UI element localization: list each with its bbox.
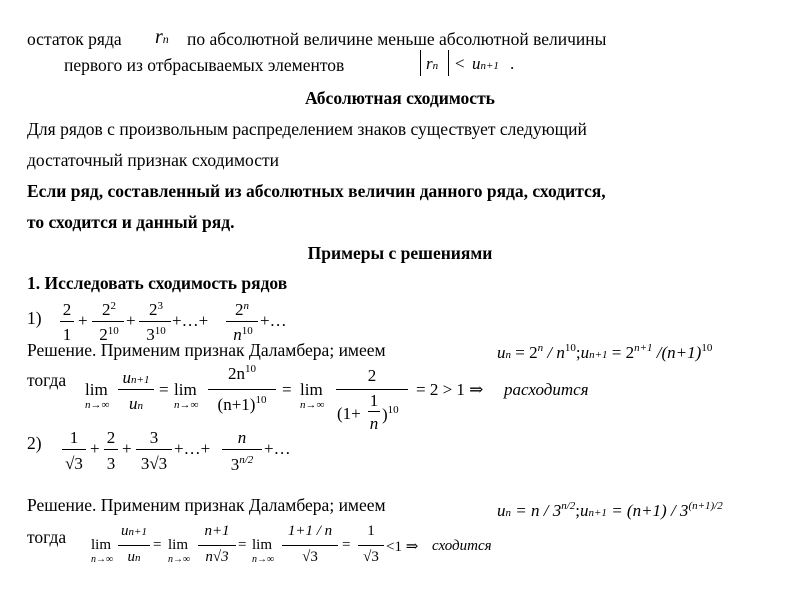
sol1-f1-num: [118, 368, 154, 388]
sol2-eq2: = (n+1) / 3: [606, 501, 689, 520]
ineq-lt: <: [455, 54, 465, 73]
abs-bar-left: [420, 50, 421, 76]
sol1-result-word: расходится: [504, 380, 589, 399]
ex1-t2-num-base: 2: [102, 300, 111, 319]
sol2-f1-bar: [118, 545, 150, 546]
ex1-tn-num: [228, 300, 256, 320]
intro-line-1-rest: по абсолютной величине меньше абсолютной величины: [187, 29, 607, 49]
sol2-exp2: (n+1)/2: [688, 500, 723, 512]
ex1-t2-num-exp: 2: [110, 300, 116, 312]
theorem-line-1: Если ряд, составленный из абсолютных величин данного ряда, сходится,: [27, 181, 606, 201]
sol1-mid2: /(n+1): [652, 343, 702, 362]
sol1-f3-close-paren: ): [382, 405, 388, 424]
sol1-formula: [497, 342, 712, 363]
sol1-lim-1-sub: n→∞: [85, 399, 110, 411]
ex2-tn-den-exp: n/2: [239, 454, 254, 466]
sol2-f1-num-sub: n+1: [128, 526, 147, 538]
ex1-t2-den-exp: 10: [107, 325, 119, 337]
sol1-lim-2: lim: [174, 380, 197, 399]
intro-line-1: [27, 31, 122, 49]
ex1-tn-num-base: 2: [235, 300, 244, 319]
ex1-plus-1: +: [78, 311, 88, 330]
abs-heading: Абсолютная сходимость: [305, 88, 495, 108]
sol1-lim-2-sub: n→∞: [174, 399, 199, 411]
sol2-f3-num: 1+1 / n: [287, 523, 333, 539]
sol1-eq-b: =: [282, 380, 292, 399]
ex1-t3-den-base: 3: [146, 325, 155, 344]
sol2-result: <1 ⇒: [386, 539, 419, 555]
intro-line-2: первого из отбрасываемых элементов: [64, 55, 345, 75]
sol2-u2-sub: n+1: [588, 507, 607, 519]
ineq-u-letter: u: [472, 54, 481, 73]
abs-text-1: Для рядов с произвольным распределением знаков существует следующий: [27, 119, 587, 139]
ex1-t2-den-base: 2: [99, 325, 108, 344]
sol1-f3-inner-num: 1: [369, 391, 379, 410]
sol2-eq-b: =: [238, 537, 247, 553]
sol1-exp2: 10: [564, 342, 576, 354]
ex2-t1-den: √3: [65, 454, 83, 473]
intro-text-start: остаток ряда: [27, 29, 122, 49]
ineq-r: [426, 54, 438, 74]
sol2-then: тогда: [27, 527, 67, 547]
ex2-tail: +…: [264, 439, 291, 458]
ex2-label: 2): [27, 433, 42, 453]
ex1-label: 1): [27, 308, 42, 328]
ex2-t3-num: 3: [149, 428, 159, 447]
sol1-f2-den-base: (n+1): [217, 395, 256, 414]
sol1-f1-num-sub: n+1: [131, 374, 150, 386]
sol2-eq-c: =: [342, 537, 351, 553]
sol1-f3-inner-den: n: [369, 414, 379, 433]
sol2-f2-bar: [198, 545, 236, 546]
ex1-t3-den-exp: 10: [154, 325, 166, 337]
ineq-r-sub: n: [432, 60, 439, 72]
sol1-text: Решение. Применим признак Даламбера; имеем: [27, 340, 386, 360]
ex2-t1-num: 1: [69, 428, 79, 447]
sol2-eq-a: =: [153, 537, 162, 553]
sol1-then: тогда: [27, 370, 67, 390]
ineq-period: .: [510, 54, 515, 73]
remainder-r: r: [155, 26, 163, 48]
sol2-f1-den: [118, 549, 150, 566]
abs-text-2: достаточный признак сходимости: [27, 150, 279, 170]
ex2-t3-den: 3√3: [140, 454, 168, 473]
ex2-t2-bar: [104, 449, 118, 450]
sol1-f2-num-exp: 10: [245, 363, 256, 375]
sol1-lim-3-sub: n→∞: [300, 399, 325, 411]
sol1-semi: ;: [575, 343, 581, 362]
sol2-f4-bar: [358, 545, 384, 546]
ex1-tn-bar: [226, 321, 258, 322]
sol1-u2-sub: n+1: [589, 349, 608, 361]
sol2-lim-3-sub: n→∞: [252, 554, 275, 565]
sol1-f3-den-close: [382, 404, 399, 425]
sol1-f3-num: 2: [367, 366, 377, 385]
sol2-eq1: = n / 3: [511, 501, 562, 520]
sol2-u-sub: n: [505, 507, 511, 519]
sol2-lim-3: lim: [252, 537, 273, 553]
ineq-u-sub: n+1: [480, 60, 499, 72]
sol2-lim-2: lim: [168, 537, 189, 553]
sol1-exp1: n: [537, 342, 544, 354]
sol1-exp4: 10: [701, 342, 713, 354]
sol2-f4-den: √3: [363, 549, 379, 565]
remainder-symbol: [155, 26, 169, 49]
sol2-u: u: [497, 501, 506, 520]
sol1-f1-den: [118, 394, 154, 414]
ex2-t1-bar: [62, 449, 86, 450]
ex1-t3-num-base: 2: [149, 300, 158, 319]
sol1-f2-num: [208, 363, 276, 384]
sol2-f1-num-u: u: [121, 523, 129, 539]
sol1-u2: u: [580, 343, 590, 362]
sol1-lim-1: lim: [85, 380, 108, 399]
ineq-u: [472, 54, 499, 74]
theorem-line-2: то сходится и данный ряд.: [27, 212, 235, 232]
sol2-lim-1-sub: n→∞: [91, 554, 114, 565]
ex1-tail: +…: [260, 311, 287, 330]
sol1-f2-bar: [208, 389, 276, 390]
ex2-dots: +…+: [174, 439, 211, 458]
task-1: 1. Исследовать сходимость рядов: [27, 273, 288, 293]
ex1-t3-bar: [139, 321, 171, 322]
ex1-tn-den-base: n: [233, 325, 242, 344]
ex2-t3-bar: [136, 449, 172, 450]
abs-bar-right: [448, 50, 449, 76]
remainder-sub: n: [162, 32, 169, 46]
sol1-exp3: n+1: [634, 342, 653, 354]
ex1-plus-2: +: [126, 311, 136, 330]
sol2-exp1: n/2: [561, 500, 576, 512]
sol2-text: Решение. Применим признак Даламбера; имеем: [27, 495, 386, 515]
sol1-mid1: / n: [543, 343, 565, 362]
examples-heading: Примеры с решениями: [307, 243, 493, 263]
sol1-f3-bar: [336, 389, 408, 390]
sol1-eq-a: =: [159, 380, 169, 399]
ex1-tn-num-exp: n: [243, 300, 249, 312]
ex1-t2-num: [94, 300, 124, 320]
sol2-f1-den-u: u: [127, 549, 135, 565]
sol2-semi: ;: [575, 501, 580, 520]
ex2-plus-1: +: [90, 439, 100, 458]
ex2-t2-den: 3: [106, 454, 116, 473]
sol1-u-sub: n: [505, 349, 511, 361]
sol1-f3-den-exp: 10: [387, 404, 399, 416]
ex1-t1-bar: [60, 321, 74, 322]
sol2-formula: [497, 500, 723, 521]
sol1-f1-den-sub: n: [137, 400, 143, 412]
ineq-r-letter: r: [426, 54, 433, 73]
ex2-tn-bar: [222, 449, 262, 450]
sol1-lim-3: lim: [300, 380, 323, 399]
sol1-eq2: = 2: [607, 343, 635, 362]
sol2-f1-den-sub: n: [135, 552, 141, 564]
ex1-t3-num: [141, 300, 171, 320]
ex1-t1-den: 1: [62, 325, 72, 344]
ex1-t2-bar: [92, 321, 124, 322]
ex2-t2-num: 2: [106, 428, 116, 447]
sol1-f1-bar: [118, 389, 154, 390]
sol2-f2-num: n+1: [204, 523, 230, 539]
sol2-result-word: сходится: [432, 538, 492, 554]
ex1-dots: +…+: [172, 311, 209, 330]
sol2-f3-den: √3: [302, 549, 318, 565]
sol1-f1-num-u: u: [122, 368, 132, 387]
sol1-f1-den-u: u: [129, 394, 138, 413]
sol1-f3-inner-bar: [368, 411, 380, 412]
sol2-f1-num: [118, 523, 150, 540]
sol1-result: = 2 > 1 ⇒: [416, 380, 484, 399]
ex1-tn-den-exp: 10: [241, 325, 253, 337]
ex2-tn-den-base: 3: [230, 455, 240, 474]
sol1-f2-den-exp: 10: [255, 394, 267, 406]
sol2-u2: u: [580, 501, 589, 520]
sol1-u: u: [497, 343, 506, 362]
ex2-tn-den: [222, 454, 262, 475]
sol1-f3-den-open: (1+: [337, 404, 361, 423]
sol1-f2-num-base: 2n: [228, 364, 245, 383]
ex2-plus-2: +: [122, 439, 132, 458]
ex1-t3-num-exp: 3: [157, 300, 163, 312]
sol1-f2-den: [208, 394, 276, 415]
sol1-eq1: = 2: [511, 343, 538, 362]
ex1-t1-num: 2: [62, 300, 72, 319]
sol2-f3-bar: [282, 545, 338, 546]
ex2-tn-num: n: [237, 428, 247, 447]
sol2-f4-num: 1: [367, 523, 375, 539]
sol2-lim-1: lim: [91, 537, 112, 553]
sol2-f2-den: n√3: [205, 549, 229, 565]
sol2-lim-2-sub: n→∞: [168, 554, 191, 565]
